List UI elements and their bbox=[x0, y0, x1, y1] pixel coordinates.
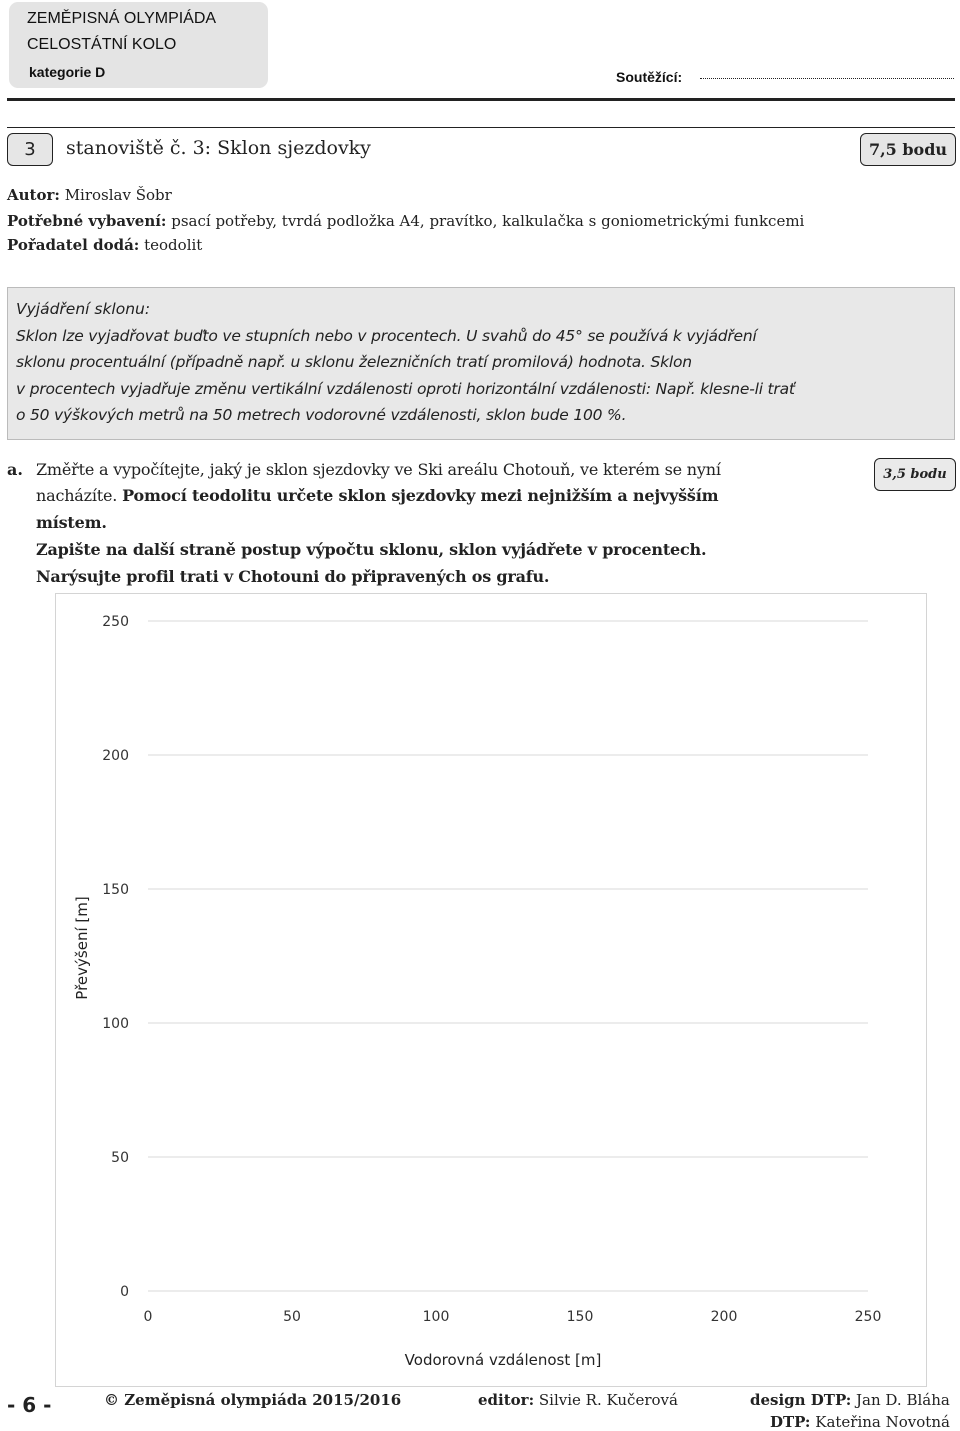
task-line bbox=[36, 486, 718, 505]
dtp-label: DTP: bbox=[770, 1413, 811, 1431]
task-letter: a. bbox=[7, 460, 23, 479]
task-text: nacházíte. bbox=[36, 486, 118, 505]
equipment-label: Potřebné vybavení: bbox=[7, 212, 167, 230]
page-number: - 6 - bbox=[7, 1393, 52, 1417]
competitor-label: Soutěžící: bbox=[616, 69, 683, 85]
section-rule bbox=[7, 127, 955, 128]
x-tick-label: 250 bbox=[854, 1309, 882, 1325]
y-tick-label: 200 bbox=[102, 748, 129, 764]
y-tick-label: 100 bbox=[102, 1016, 129, 1032]
task-line: místem. bbox=[36, 513, 107, 532]
meta-author bbox=[7, 186, 172, 204]
task-text-bold: Pomocí teodolitu určete sklon sjezdovky mezi nejnižším a nejvyšším bbox=[122, 486, 719, 505]
y-tick-label: 50 bbox=[111, 1150, 129, 1166]
organizer-label: Pořadatel dodá: bbox=[7, 236, 140, 254]
design-value: Jan D. Bláha bbox=[856, 1391, 950, 1409]
station-title: stanoviště č. 3: Sklon sjezdovky bbox=[66, 137, 371, 159]
y-tick-label: 0 bbox=[120, 1284, 129, 1300]
y-tick-label: 150 bbox=[102, 882, 129, 898]
y-tick-label: 250 bbox=[102, 614, 129, 630]
info-line: v procentech vyjadřuje změnu vertikální vzdálenosti oproti horizontální vzdálenosti: Např. klesne-li trať bbox=[16, 380, 795, 398]
footer-design bbox=[750, 1391, 950, 1409]
station-points: 7,5 bodu bbox=[860, 133, 956, 166]
chart-frame bbox=[55, 593, 927, 1387]
info-line: sklonu procentuální (případně např. u sklonu železničních tratí promilová) hodnota. Sklon bbox=[16, 353, 692, 371]
task-line: Narýsujte profil trati v Chotouni do připravených os grafu. bbox=[36, 567, 550, 586]
profile-chart[interactable] bbox=[56, 594, 926, 1386]
editor-label: editor: bbox=[478, 1391, 535, 1409]
design-label: design DTP: bbox=[750, 1391, 852, 1409]
header-rule bbox=[7, 98, 955, 101]
y-axis-label: Převýšení [m] bbox=[73, 896, 91, 1000]
task-points: 3,5 bodu bbox=[874, 458, 956, 491]
x-tick-label: 150 bbox=[566, 1309, 594, 1325]
header-round: CELOSTÁTNÍ KOLO bbox=[27, 36, 177, 53]
editor-value: Silvie R. Kučerová bbox=[538, 1391, 678, 1409]
footer-dtp bbox=[770, 1413, 950, 1431]
info-line: Sklon lze vyjadřovat buďto ve stupních nebo v procentech. U svahů do 45° se používá k vyjádření bbox=[16, 327, 757, 345]
x-tick-label: 100 bbox=[422, 1309, 450, 1325]
x-axis-label: Vodorovná vzdálenost [m] bbox=[404, 1351, 602, 1369]
footer-editor bbox=[478, 1391, 678, 1409]
meta-organizer bbox=[7, 236, 202, 254]
task-line: Změřte a vypočítejte, jaký je sklon sjezdovky ve Ski areálu Chotouň, ve kterém se nyní bbox=[36, 460, 721, 479]
info-line: o 50 výškových metrů na 50 metrech vodorovné vzdálenosti, sklon bude 100 %. bbox=[16, 406, 627, 424]
organizer-value: teodolit bbox=[144, 236, 203, 254]
header-olympiad-title: ZEMĚPISNÁ OLYMPIÁDA bbox=[27, 10, 217, 27]
info-title: Vyjádření sklonu: bbox=[16, 300, 151, 318]
task-line: Zapište na další straně postup výpočtu sklonu, sklon vyjádřete v procentech. bbox=[36, 540, 707, 559]
header-category: kategorie D bbox=[29, 64, 106, 80]
competitor-name-field[interactable] bbox=[700, 78, 954, 79]
author-label: Autor: bbox=[7, 186, 60, 204]
station-number: 3 bbox=[7, 133, 53, 166]
meta-equipment bbox=[7, 212, 804, 230]
x-tick-label: 0 bbox=[143, 1309, 153, 1325]
dtp-value: Kateřina Novotná bbox=[815, 1413, 950, 1431]
x-tick-label: 50 bbox=[283, 1309, 301, 1325]
author-value: Miroslav Šobr bbox=[64, 186, 172, 204]
x-tick-label: 200 bbox=[710, 1309, 738, 1325]
equipment-value: psací potřeby, tvrdá podložka A4, pravítko, kalkulačka s goniometrickými funkcemi bbox=[171, 212, 805, 230]
footer-copyright: © Zeměpisná olympiáda 2015/2016 bbox=[104, 1391, 402, 1409]
